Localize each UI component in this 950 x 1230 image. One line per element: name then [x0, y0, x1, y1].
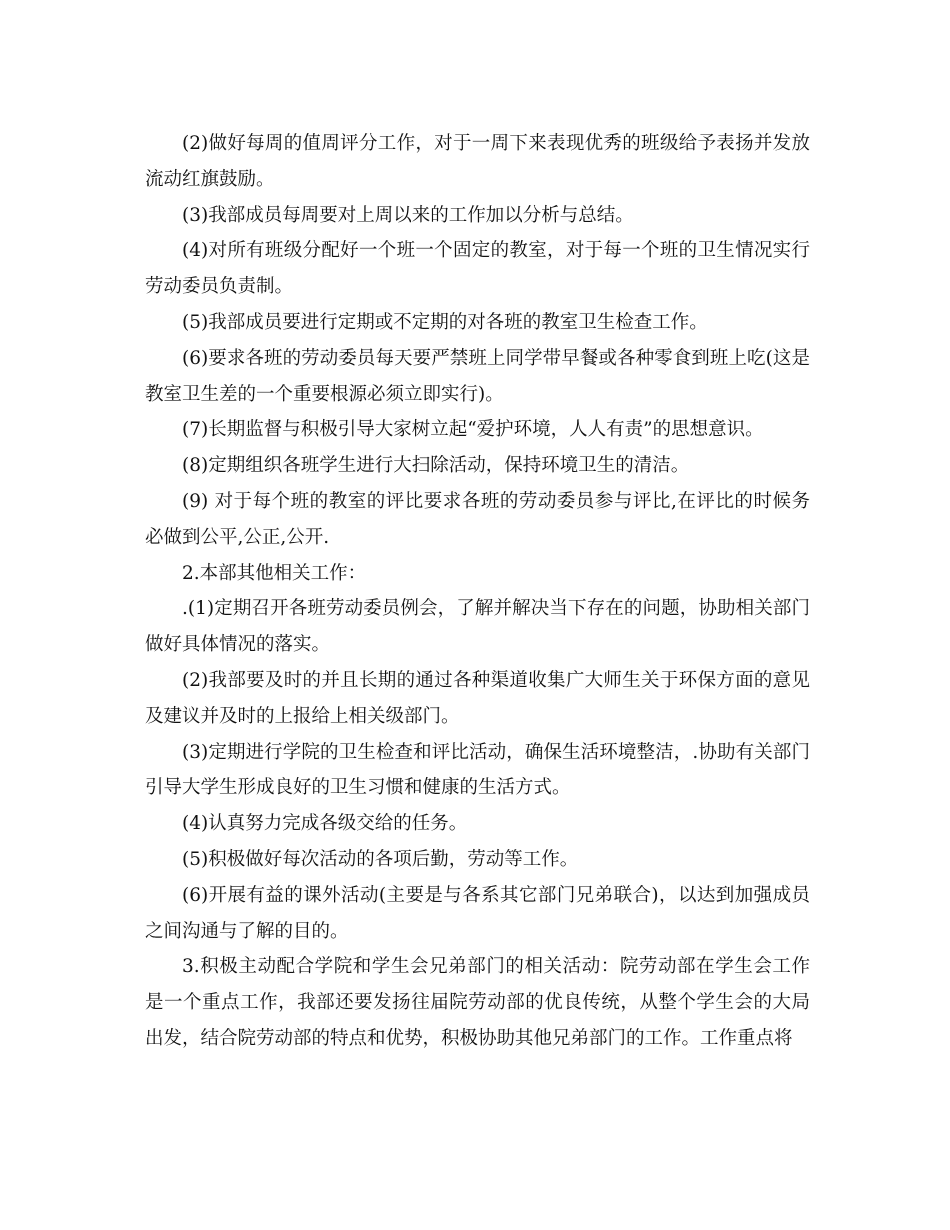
section-2-heading: 2.本部其他相关工作：: [182, 562, 367, 584]
paragraph-4-tasks: (4)认真努力完成各级交给的任务。: [182, 813, 468, 835]
section-3-paragraph: 3.积极主动配合学院和学生会兄弟部门的相关活动：院劳动部在学生会工作是一个重点工作，我部还要发扬往届院劳动部的优良传统，从整个学生会的大局出发，结合院劳动部的特点和优势，积极协助其他兄弟部门的工作。工作重点将: [145, 956, 810, 1049]
document-body: [145, 126, 810, 1057]
paragraph-6-food-ban: (6)要求各班的劳动委员每天要严禁班上同学带早餐或各种零食到班上吃(这是教室卫生差的一个重要根源必须立即实行)。: [145, 347, 810, 405]
paragraph-3-weekly-summary: (3)我部成员每周要对上周以来的工作加以分析与总结。: [182, 204, 634, 226]
paragraph-5-logistics: (5)积极做好每次活动的各项后勤，劳动等工作。: [182, 848, 579, 870]
paragraph-7-awareness: (7)长期监督与积极引导大家树立起“爱护环境，人人有责”的思想意识。: [182, 419, 764, 441]
paragraph-4-classroom-assignment: (4)对所有班级分配好一个班一个固定的教室，对于每一个班的卫生情况实行劳动委员负责制。: [145, 240, 810, 298]
paragraph-1-meetings: .(1)定期召开各班劳动委员例会，了解并解决当下存在的问题，协助相关部门做好具体情况的落实。: [145, 598, 810, 656]
paragraph-5-inspection: (5)我部成员要进行定期或不定期的对各班的教室卫生检查工作。: [182, 311, 708, 333]
paragraph-3-hygiene-checks: (3)定期进行学院的卫生检查和评比活动，确保生活环境整洁，.协助有关部门引导大学生形成良好的卫生习惯和健康的生活方式。: [145, 741, 810, 799]
paragraph-6-activities: (6)开展有益的课外活动(主要是与各系其它部门兄弟联合)，以达到加强成员之间沟通与了解的目的。: [145, 884, 810, 942]
paragraph-9-evaluation: (9) 对于每个班的教室的评比要求各班的劳动委员参与评比,在评比的时候务必做到公平,公正,公开.: [145, 490, 810, 548]
paragraph-8-cleaning: (8)定期组织各班学生进行大扫除活动，保持环境卫生的清洁。: [182, 455, 690, 477]
paragraph-2-feedback: (2)我部要及时的并且长期的通过各种渠道收集广大师生关于环保方面的意见及建议并及时的上报给上相关级部门。: [145, 669, 810, 727]
paragraph-2-weekly-scoring: (2)做好每周的值周评分工作，对于一周下来表现优秀的班级给予表扬并发放流动红旗鼓励。: [145, 133, 810, 190]
